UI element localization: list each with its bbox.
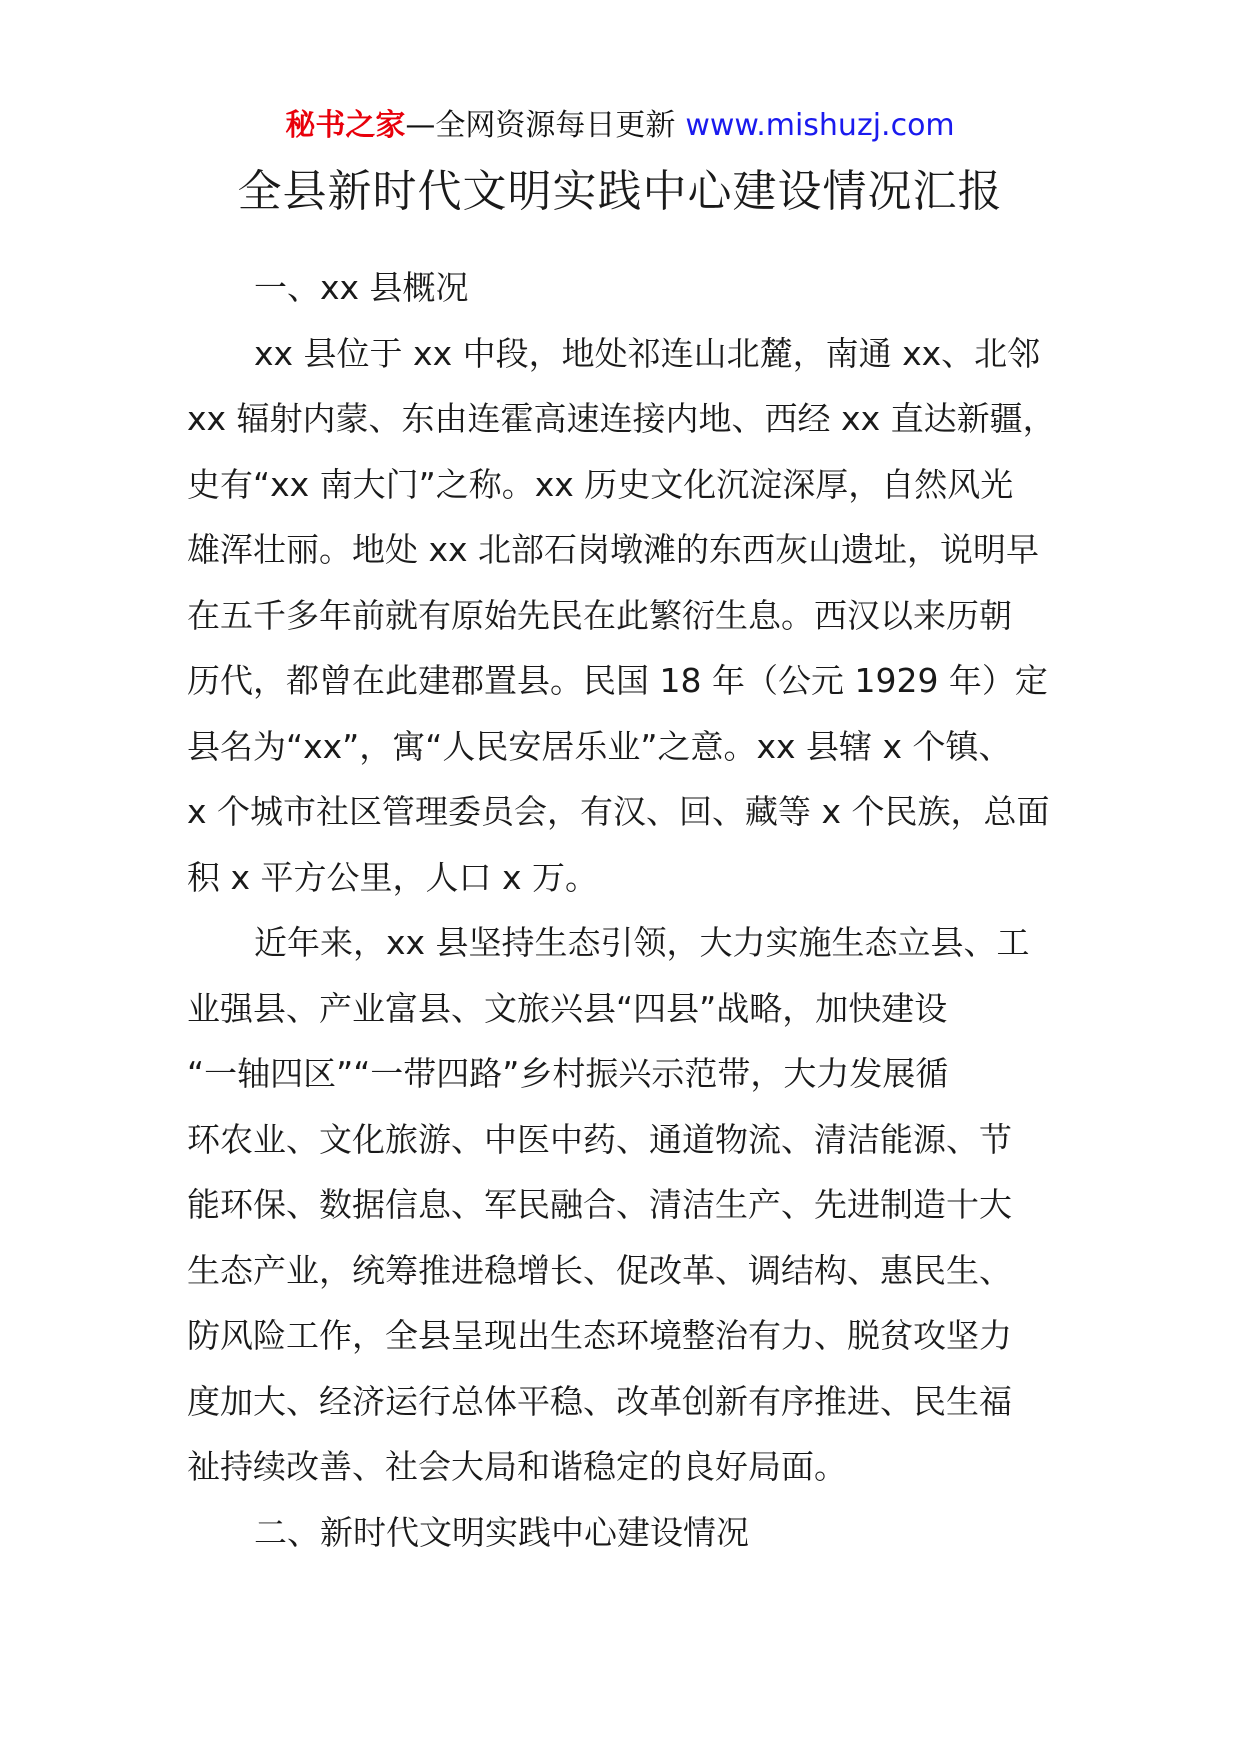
- paragraph-line: 环农业、文化旅游、中医中药、通道物流、清洁能源、节: [187, 1119, 1012, 1159]
- paragraph-line: xx 辐射内蒙、东由连霍高速连接内地、西经 xx 直达新疆，: [187, 399, 1056, 438]
- paragraph-line: x 个城市社区管理委员会，有汉、回、藏等 x 个民族，总面: [187, 792, 1050, 831]
- paragraph-line: 防风险工作，全县呈现出生态环境整治有力、脱贫攻坚力: [187, 1316, 1012, 1355]
- paragraph-line: 近年来，xx 县坚持生态引领，大力实施生态立县、工: [254, 923, 1030, 962]
- paragraph-line: “一轴四区”“一带四路”乡村振兴示范带，大力发展循: [187, 1054, 949, 1093]
- paragraph-line: 雄浑壮丽。地处 xx 北部石岗墩滩的东西灰山遗址，说明早: [187, 530, 1040, 569]
- section-heading-1: 一、xx 县概况: [254, 268, 469, 307]
- document-title: 全县新时代文明实践中心建设情况汇报: [237, 166, 1003, 217]
- paragraph-line: 生态产业，统筹推进稳增长、促改革、调结构、惠民生、: [187, 1250, 1012, 1290]
- site-header: [0, 104, 1240, 148]
- paragraph-line: 县名为“xx”，寓“人民安居乐业”之意。xx 县辖 x 个镇、: [187, 726, 1012, 766]
- paragraph-line: 在五千多年前就有原始先民在此繁衍生息。西汉以来历朝: [187, 595, 1012, 635]
- brand-name: 秘书之家: [285, 108, 406, 143]
- paragraph-line: 积 x 平方公里，人口 x 万。: [187, 857, 599, 897]
- header-slogan: —全网资源每日更新: [405, 108, 676, 143]
- paragraph-line: 能环保、数据信息、军民融合、清洁生产、先进制造十大: [187, 1185, 1012, 1224]
- paragraph-line: 祉持续改善、社会大局和谐稳定的良好局面。: [187, 1447, 847, 1486]
- document-body: [187, 255, 1055, 1565]
- paragraph-line: 史有“xx 南大门”之称。xx 历史文化沉淀深厚，自然风光: [187, 464, 1014, 504]
- site-url-link[interactable]: www.mishuzj.com: [685, 108, 955, 143]
- paragraph-line: 度加大、经济运行总体平稳、改革创新有序推进、民生福: [187, 1381, 1012, 1421]
- paragraph-line: xx 县位于 xx 中段，地处祁连山北麓，南通 xx、北邻: [254, 333, 1041, 373]
- section-heading-2: 二、新时代文明实践中心建设情况: [254, 1512, 749, 1552]
- paragraph-line: 业强县、产业富县、文旅兴县“四县”战略，加快建设: [187, 988, 948, 1028]
- paragraph-line: 历代，都曾在此建郡置县。民国 18 年（公元 1929 年）定: [187, 661, 1048, 700]
